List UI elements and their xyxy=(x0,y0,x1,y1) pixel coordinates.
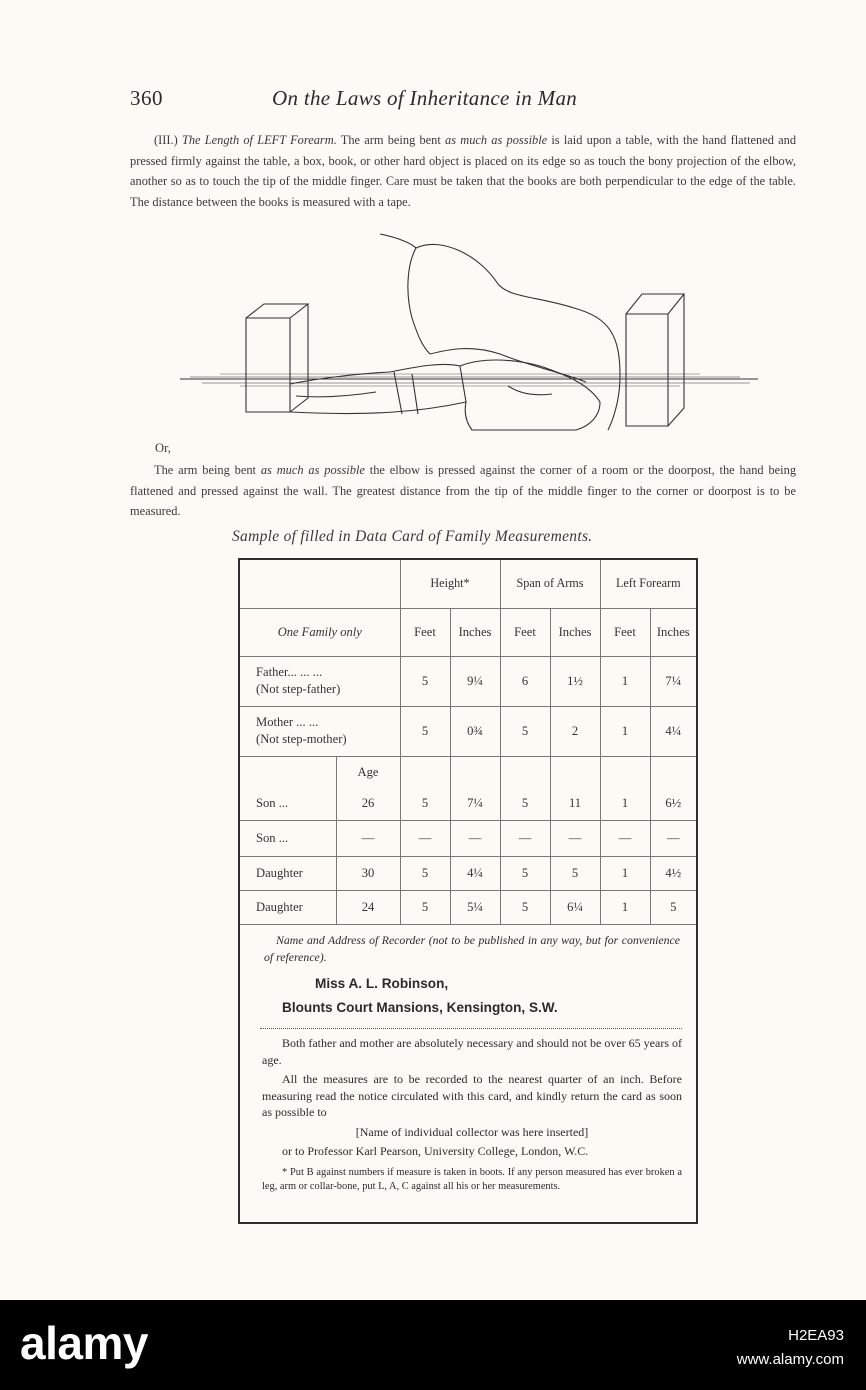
row-label: Daughter xyxy=(240,890,336,924)
age-cell: — xyxy=(336,820,400,856)
group-header-height: Height* xyxy=(400,560,500,608)
note-professor: or to Professor Karl Pearson, University College, London, W.C. xyxy=(282,1144,589,1158)
page-number: 360 xyxy=(130,86,163,110)
table-cell: 5¼ xyxy=(450,890,500,924)
image-id: H2EA93 xyxy=(788,1327,844,1344)
blank-cell xyxy=(500,756,550,788)
paragraph-emphasis: as much as possible xyxy=(260,463,365,477)
unit-header: Inches xyxy=(550,608,600,656)
site-url: www.alamy.com xyxy=(736,1351,844,1368)
row-label xyxy=(240,706,400,756)
age-cell: 30 xyxy=(336,856,400,890)
table-cell: 4¼ xyxy=(450,856,500,890)
table-cell: 5 xyxy=(400,856,450,890)
unit-header: Inches xyxy=(450,608,500,656)
forearm-paragraph xyxy=(130,130,796,212)
age-header-row xyxy=(240,756,696,788)
age-cell: 24 xyxy=(336,890,400,924)
table-cell: 5 xyxy=(650,890,696,924)
group-header-row xyxy=(240,560,696,608)
row-label xyxy=(240,656,400,706)
table-cell: 4¼ xyxy=(650,706,696,756)
blank-cell xyxy=(240,756,336,788)
unit-header-row xyxy=(240,608,696,656)
row-label: Son ... xyxy=(240,788,336,820)
table-cell: 6½ xyxy=(650,788,696,820)
row-label-text: Father... ... ... xyxy=(256,665,323,679)
note-measures: All the measures are to be recorded to the nearest quarter of an inch. Before measuring read the notice circulated with this card, and kindly return the card as soon as possible to xyxy=(262,1072,682,1119)
table-cell: 6 xyxy=(500,656,550,706)
table-cell: 5 xyxy=(400,656,450,706)
table-cell: 6¼ xyxy=(550,890,600,924)
table-cell: 1 xyxy=(600,890,650,924)
table-cell: — xyxy=(500,820,550,856)
forearm-illustration xyxy=(180,226,760,438)
recorder-note: Name and Address of Recorder (not to be published in any way, but for convenience of reference). xyxy=(264,933,680,964)
data-card xyxy=(238,558,698,1224)
table-cell: 7¼ xyxy=(450,788,500,820)
table-row xyxy=(240,856,696,890)
blank-cell xyxy=(450,756,500,788)
row-label: Daughter xyxy=(240,856,336,890)
unit-header: Inches xyxy=(650,608,696,656)
page-header xyxy=(130,86,670,116)
stock-info xyxy=(737,1324,844,1372)
card-notes xyxy=(240,1035,696,1194)
or-label: Or, xyxy=(155,441,171,455)
table-cell: 1 xyxy=(600,706,650,756)
alternate-method-paragraph xyxy=(130,460,796,522)
blank-header-cell xyxy=(240,560,400,608)
table-row xyxy=(240,890,696,924)
running-title: On the Laws of Inheritance in Man xyxy=(272,86,578,110)
table-row xyxy=(240,656,696,706)
unit-header: Feet xyxy=(400,608,450,656)
paragraph-text: The arm being bent xyxy=(154,463,261,477)
stock-banner xyxy=(0,1300,866,1390)
table-cell: — xyxy=(450,820,500,856)
card-caption: Sample of filled in Data Card of Family Measurements. xyxy=(232,528,593,545)
row-label-text: Mother ... ... xyxy=(256,715,319,729)
recorder-section xyxy=(240,932,696,1197)
group-header-span: Span of Arms xyxy=(500,560,600,608)
table-cell: 5 xyxy=(400,890,450,924)
row-label: Son ... xyxy=(240,820,336,856)
blank-cell xyxy=(650,756,696,788)
table-cell: 5 xyxy=(400,706,450,756)
table-cell: 7¼ xyxy=(650,656,696,706)
table-cell: 5 xyxy=(500,706,550,756)
table-cell: 2 xyxy=(550,706,600,756)
table-cell: 4½ xyxy=(650,856,696,890)
table-row xyxy=(240,788,696,820)
blank-cell xyxy=(600,756,650,788)
blank-cell xyxy=(400,756,450,788)
table-cell: 11 xyxy=(550,788,600,820)
table-cell: 5 xyxy=(500,890,550,924)
unit-header: Feet xyxy=(500,608,550,656)
table-cell: 0¾ xyxy=(450,706,500,756)
table-cell: — xyxy=(400,820,450,856)
table-cell: 5 xyxy=(550,856,600,890)
table-row xyxy=(240,706,696,756)
table-cell: — xyxy=(650,820,696,856)
table-cell: 9¼ xyxy=(450,656,500,706)
section-title: The Length of LEFT Forearm. xyxy=(181,133,337,147)
unit-header: Feet xyxy=(600,608,650,656)
recorder-name: Miss A. L. Robinson, xyxy=(315,976,449,991)
paragraph-emphasis: as much as possible xyxy=(445,133,548,147)
row-sublabel: (Not step-mother) xyxy=(256,732,347,746)
blank-cell xyxy=(550,756,600,788)
table-row xyxy=(240,820,696,856)
table-cell: 5 xyxy=(400,788,450,820)
section-number: (III.) xyxy=(154,133,182,147)
note-collector: [Name of individual collector was here inserted] xyxy=(355,1124,589,1139)
paragraph-text: is laid upon a table, with the hand flattened and pressed firmly against the table, a box, book, or other hard object is placed on its edge so as touch the bony projection of the elbow, another so as to touch the tip of the middle finger. Care must be taken that the books are both perpendicular to the edge of the table. The distance between the books is measured with a tape. xyxy=(130,133,797,209)
paragraph-text: the elbow is pressed against the corner of a room or the doorpost, the hand being flattened and pressed against the wall. The greatest distance from the tip of the middle finger to the corner or doorpost is to be measured. xyxy=(130,463,797,518)
table-cell: — xyxy=(550,820,600,856)
paragraph-text: The arm being bent xyxy=(336,133,446,147)
table-cell: — xyxy=(600,820,650,856)
table-cell: 1 xyxy=(600,856,650,890)
alamy-logo: alamy xyxy=(20,1317,148,1369)
note-parents: Both father and mother are absolutely necessary and should not be over 65 years of age. xyxy=(262,1036,682,1067)
measurement-table xyxy=(240,560,696,925)
recorder-address: Blounts Court Mansions, Kensington, S.W. xyxy=(282,1000,558,1015)
table-cell: 1½ xyxy=(550,656,600,706)
row-sublabel: (Not step-father) xyxy=(256,682,341,696)
family-only-label: One Family only xyxy=(240,608,400,656)
age-cell: 26 xyxy=(336,788,400,820)
group-header-forearm: Left Forearm xyxy=(600,560,696,608)
age-header: Age xyxy=(336,756,400,788)
table-cell: 5 xyxy=(500,788,550,820)
table-cell: 5 xyxy=(500,856,550,890)
card-footnote: * Put B against numbers if measure is taken in boots. If any person measured has ever broken a leg, arm or collar-bone, put L, A, C against all his or her measurements. xyxy=(262,1166,682,1192)
table-cell: 1 xyxy=(600,656,650,706)
table-cell: 1 xyxy=(600,788,650,820)
dotted-divider xyxy=(260,1028,682,1029)
